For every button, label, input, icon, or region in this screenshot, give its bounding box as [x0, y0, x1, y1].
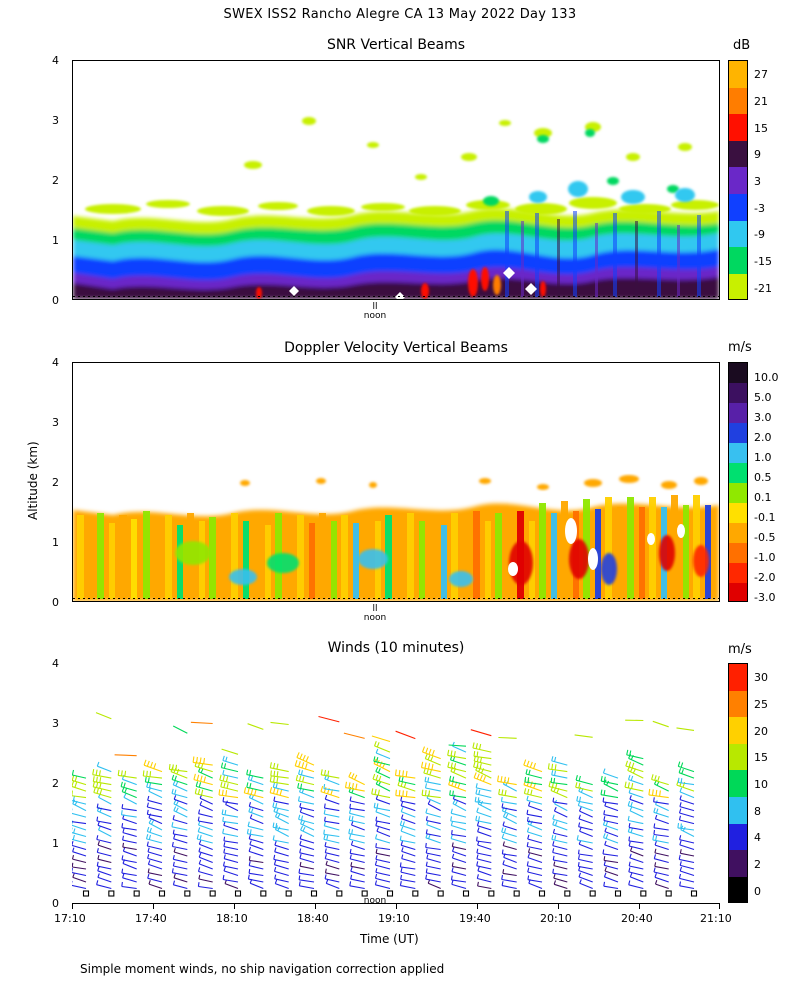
doppler-cbar-title: m/s	[728, 340, 752, 355]
x-axis-label: Time (UT)	[360, 932, 419, 946]
winds-colorbar	[728, 663, 748, 903]
winds-xtick-1	[153, 903, 154, 909]
doppler-cbar-label-7: -0.1	[754, 511, 776, 524]
doppler-cbar-label-1: 5.0	[754, 391, 772, 404]
snr-noon-text: noon	[363, 311, 387, 322]
panel-title-snr: SNR Vertical Beams	[326, 37, 466, 53]
footer-note: Simple moment winds, no ship navigation correction applied	[80, 962, 445, 976]
winds-cbar-label-8: 0	[754, 885, 761, 898]
doppler-noon-text: noon	[363, 613, 387, 624]
winds-cbar-title: m/s	[728, 642, 752, 657]
snr-cbar-label-7: -15	[754, 255, 772, 268]
winds-cbar-label-2: 20	[754, 725, 768, 738]
doppler-noon-marker	[345, 605, 405, 624]
doppler-cbar-label-2: 3.0	[754, 411, 772, 424]
doppler-cbar-label-6: 0.1	[754, 491, 772, 504]
winds-cbar-label-0: 30	[754, 671, 768, 684]
winds-xtick-8	[719, 903, 720, 909]
xtick-label-2: 18:10	[216, 912, 248, 925]
xtick-label-0: 17:10	[54, 912, 86, 925]
doppler-colorbar	[728, 362, 748, 602]
y-axis-label: Altitude (km)	[26, 441, 40, 520]
doppler-plot-area	[72, 362, 720, 602]
doppler-cbar-label-0: 10.0	[754, 371, 779, 384]
xtick-label-7: 20:40	[621, 912, 653, 925]
snr-cbar-label-3: 9	[754, 148, 761, 161]
snr-noon-marker	[345, 303, 405, 322]
dop-ytick-0: 0	[52, 596, 59, 609]
dop-ytick-1: 1	[52, 536, 59, 549]
panel-title-doppler: Doppler Velocity Vertical Beams	[284, 340, 508, 356]
snr-heatmap-svg	[73, 61, 719, 299]
snr-cbar-label-5: -3	[754, 202, 765, 215]
doppler-cbar-label-9: -1.0	[754, 551, 776, 564]
winds-noon-text: noon	[363, 896, 387, 906]
dop-ytick-3: 3	[52, 416, 59, 429]
winds-cbar-label-4: 10	[754, 778, 768, 791]
panel-title-winds: Winds (10 minutes)	[327, 640, 465, 656]
dop-ytick-2: 2	[52, 476, 59, 489]
snr-cbar-label-1: 21	[754, 95, 768, 108]
snr-cbar-label-6: -9	[754, 228, 765, 241]
winds-xtick-6	[558, 903, 559, 909]
snr-cbar-label-2: 15	[754, 122, 768, 135]
snr-cbar-label-8: -21	[754, 282, 772, 295]
xtick-label-5: 19:40	[459, 912, 491, 925]
doppler-heatmap-svg	[73, 363, 719, 601]
snr-ytick-1: 1	[52, 234, 59, 247]
wind-ytick-0: 0	[52, 897, 59, 910]
snr-colorbar	[728, 60, 748, 300]
doppler-cbar-label-4: 1.0	[754, 451, 772, 464]
winds-cbar-label-6: 4	[754, 831, 761, 844]
winds-cbar-label-3: 15	[754, 751, 768, 764]
winds-cbar-label-7: 2	[754, 858, 761, 871]
xtick-label-6: 20:10	[540, 912, 572, 925]
page-title: SWEX ISS2 Rancho Alegre CA 13 May 2022 Day 133	[223, 7, 577, 22]
wind-ytick-2: 2	[52, 777, 59, 790]
snr-ytick-3: 3	[52, 114, 59, 127]
winds-xtick-5	[477, 903, 478, 909]
doppler-cbar-label-5: 0.5	[754, 471, 772, 484]
doppler-cbar-label-11: -3.0	[754, 591, 776, 604]
doppler-cbar-label-3: 2.0	[754, 431, 772, 444]
wind-ytick-3: 3	[52, 717, 59, 730]
snr-cbar-label-0: 27	[754, 68, 768, 81]
xtick-label-8: 21:10	[700, 912, 732, 925]
winds-cbar-label-1: 25	[754, 698, 768, 711]
winds-noon-marker	[345, 897, 405, 906]
snr-baseline-dots	[73, 296, 719, 297]
snr-ytick-2: 2	[52, 174, 59, 187]
snr-ytick-4: 4	[52, 54, 59, 67]
doppler-cbar-label-8: -0.5	[754, 531, 776, 544]
winds-xtick-7	[639, 903, 640, 909]
winds-xtick-0	[72, 903, 73, 909]
winds-xtick-2	[234, 903, 235, 909]
xtick-label-1: 17:40	[135, 912, 167, 925]
winds-xtick-3	[315, 903, 316, 909]
winds-cbar-label-5: 8	[754, 805, 761, 818]
snr-cbar-label-4: 3	[754, 175, 761, 188]
snr-plot-area	[72, 60, 720, 300]
dop-ytick-4: 4	[52, 356, 59, 369]
doppler-baseline-dots	[73, 598, 719, 599]
xtick-label-3: 18:40	[297, 912, 329, 925]
snr-ytick-0: 0	[52, 294, 59, 307]
winds-barbs-svg	[72, 663, 720, 903]
winds-plot-area	[72, 663, 720, 903]
wind-ytick-1: 1	[52, 837, 59, 850]
xtick-label-4: 19:10	[378, 912, 410, 925]
snr-cbar-title: dB	[733, 38, 751, 53]
wind-ytick-4: 4	[52, 657, 59, 670]
doppler-noon-tick: ll	[372, 604, 378, 614]
snon-noon-tick: ll	[372, 302, 378, 312]
doppler-cbar-label-10: -2.0	[754, 571, 776, 584]
